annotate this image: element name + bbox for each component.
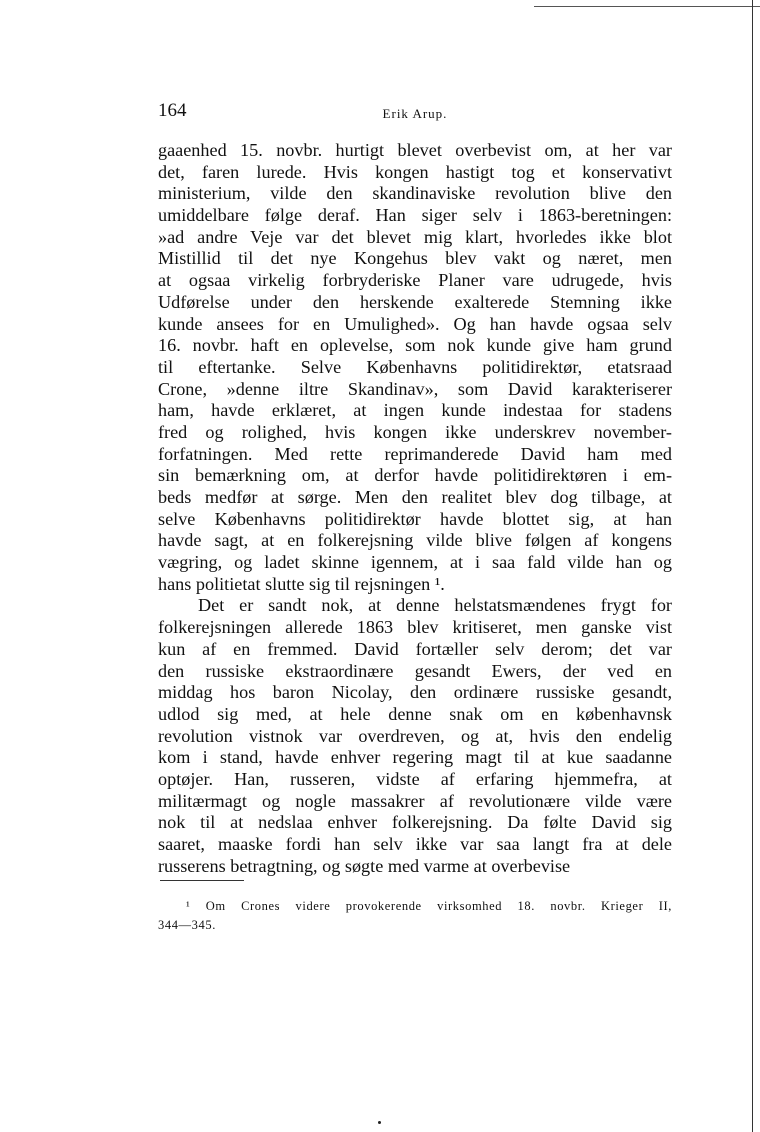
text-line: saaret, maaske fordi han selv ikke var saa langt fra at dele	[158, 834, 672, 854]
text-line: umiddelbare følge deraf. Han siger selv i 1863-beretningen:	[158, 205, 672, 226]
text-line: fred og rolighed, hvis kongen ikke underskrev november-	[158, 421, 672, 442]
text-line: Mistillid til det nye Kongehus blev vakt og næret, men	[158, 248, 672, 269]
text-line: ministerium, vilde den skandinaviske revolution blive den	[158, 183, 672, 204]
text-line: til eftertanke. Selve Københavns politidirektør, etatsraad	[158, 356, 672, 377]
text-line: at ogsaa virkelig forbryderiske Planer vare udrugede, hvis	[158, 270, 672, 291]
text-line: »ad andre Veje var det blevet mig klart, hvorledes ikke blot	[158, 226, 672, 247]
scan-right-edge-line	[752, 0, 753, 1132]
text-line: kun af en fremmed. David fortæller selv derom; det var	[158, 638, 672, 659]
footnote-line: ¹ Om Crones videre provokerende virksomhed 18. novbr. Krieger II,	[186, 899, 672, 913]
text-line: optøjer. Han, russeren, vidste af erfaring hjemmefra, at	[158, 768, 672, 789]
page-header	[158, 100, 672, 124]
text-line: sin bemærkning om, at derfor havde politidirektøren i em-	[158, 465, 672, 486]
text-line: det, faren lurede. Hvis kongen hastigt tog et konservativt	[158, 161, 672, 182]
text-line: beds medfør at sørge. Men den realitet blev dog tilbage, at	[158, 487, 672, 507]
text-line: hans politietat slutte sig til rejsningen ¹.	[158, 573, 445, 594]
text-line: Udførelse under den herskende exalterede Stemning ikke	[158, 291, 672, 312]
text-line: udlod sig med, at hele denne snak om en københavnsk	[158, 703, 672, 724]
text-line: gaaenhed 15. novbr. hurtigt blevet overbevist om, at her var	[158, 140, 672, 160]
text-line: ham, havde erklæret, at ingen kunde indestaa for stadens	[158, 400, 672, 421]
text-line: Det er sandt nok, at denne helstatsmændenes frygt for	[198, 595, 672, 616]
text-line: Crone, »denne iltre Skandinav», som David karakteriserer	[158, 378, 672, 399]
text-line: militærmagt og nogle massakrer af revolutionære vilde være	[158, 790, 672, 811]
text-line: kom i stand, havde enhver regering magt til at kue saadanne	[158, 747, 672, 768]
text-line: den russiske ekstraordinære gesandt Ewers, der ved en	[158, 660, 672, 681]
text-line: revolution vistnok var overdreven, og at, hvis den endelig	[158, 725, 672, 746]
text-line: 16. novbr. haft en oplevelse, som nok kunde give ham grund	[158, 335, 672, 356]
running-head: Erik Arup.	[382, 106, 448, 121]
text-line: middag hos baron Nicolay, den ordinære russiske gesandt,	[158, 682, 672, 703]
text-line: forfatningen. Med rette reprimanderede David ham med	[158, 443, 672, 464]
page-number: 164	[158, 100, 187, 121]
text-line: nok til at nedslaa enhver folkerejsning. Da følte David sig	[158, 812, 672, 833]
footnote-separator	[160, 880, 244, 881]
text-line: vægring, og ladet skinne igennem, at i saa fald vilde han og	[158, 552, 672, 573]
scan-speck	[378, 1121, 381, 1124]
body-text	[158, 140, 672, 877]
text-line: russerens betragtning, og søgte med varme at overbevise	[158, 855, 571, 876]
text-line: havde sagt, at en folkerejsning vilde blive følgen af kongens	[158, 530, 672, 551]
text-line: folkerejsningen allerede 1863 blev kritiseret, men ganske vist	[158, 617, 672, 638]
footnote-line: 344—345.	[158, 918, 216, 932]
footnotes	[158, 897, 672, 935]
text-line: selve Københavns politidirektør havde blottet sig, at han	[158, 508, 672, 529]
scan-top-edge-line	[534, 6, 760, 7]
text-line: kunde ansees for en Umulighed». Og han havde ogsaa selv	[158, 313, 672, 334]
